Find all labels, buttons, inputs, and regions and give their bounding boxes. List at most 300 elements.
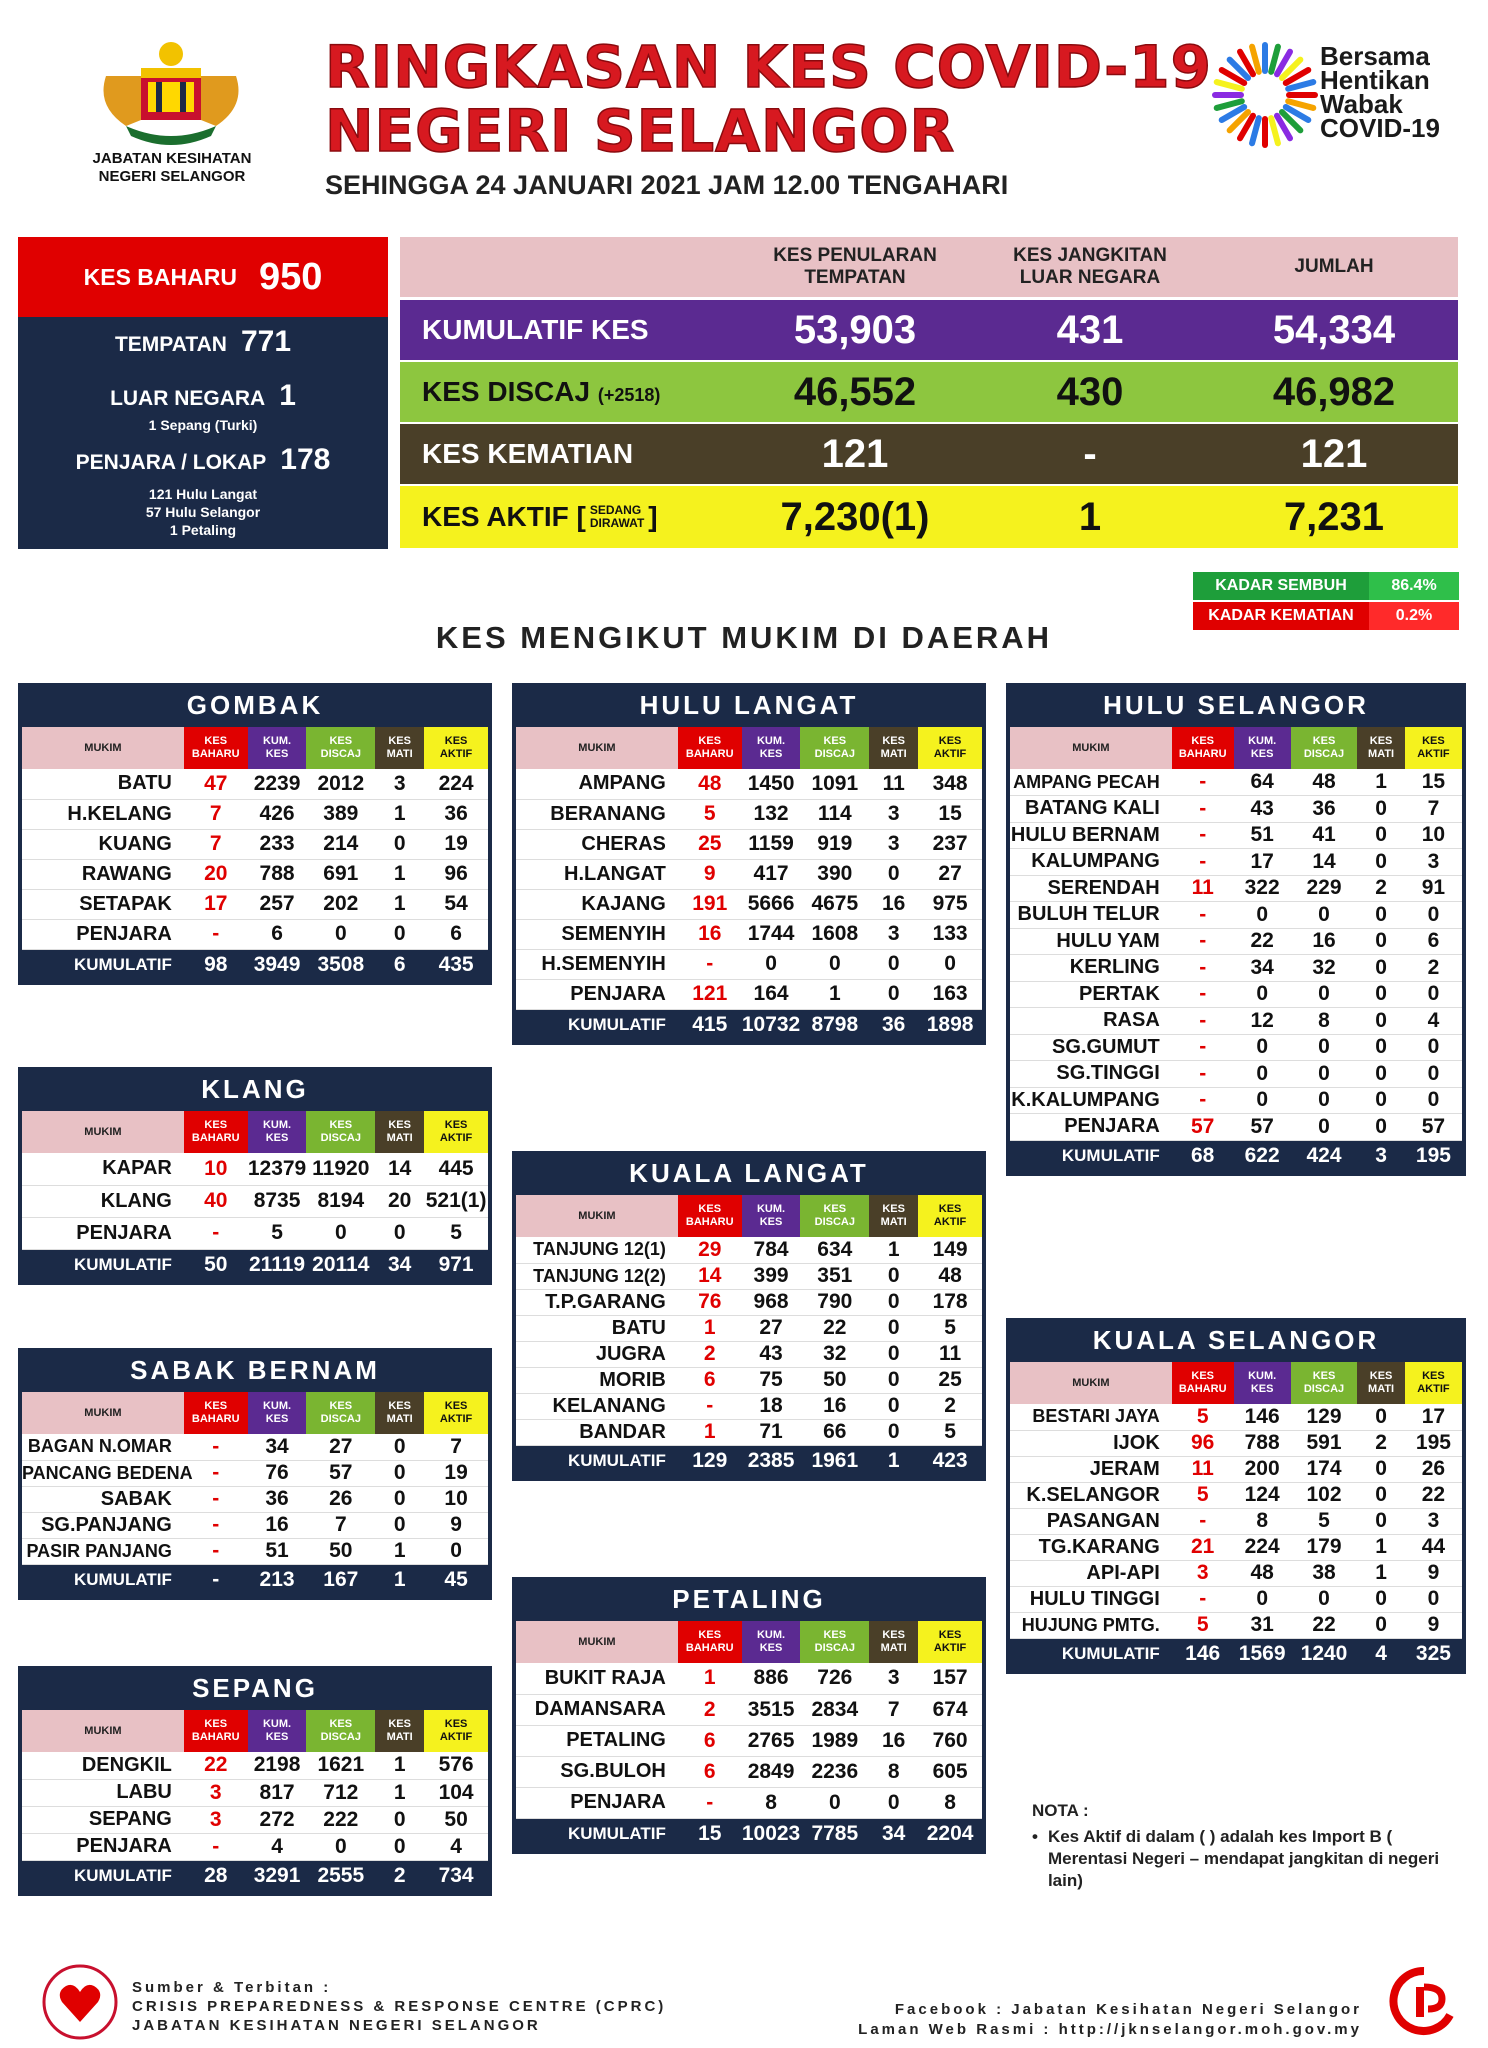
- new-cases-cell: -: [184, 1538, 248, 1564]
- discharged-cell: 1621: [306, 1752, 375, 1779]
- discharged-cell: 229: [1291, 875, 1358, 902]
- deaths-cell: 0: [1357, 902, 1405, 929]
- new-cases-cell: 29: [678, 1237, 742, 1263]
- cumulative-cell: 2849: [742, 1756, 801, 1787]
- mukim-cell: DAMANSARA: [516, 1694, 678, 1725]
- active-cell: 760: [918, 1725, 982, 1756]
- discharged-cell: 1091: [800, 769, 869, 799]
- cumulative-cell: 12379: [248, 1153, 307, 1185]
- new-cases-header: KES BAHARU: [678, 727, 742, 769]
- active-cell: 6: [1405, 928, 1462, 955]
- mukim-header: MUKIM: [516, 727, 678, 769]
- discharged-cell: 102: [1291, 1482, 1358, 1508]
- new-cases-cell: -: [184, 1512, 248, 1538]
- new-cases-cell: 20: [184, 859, 248, 889]
- sunburst-icon: [1210, 40, 1320, 150]
- mukim-cell: PENJARA: [22, 919, 184, 949]
- table-row: [1010, 1508, 1462, 1534]
- discharged-cell: 0: [1291, 1087, 1358, 1114]
- active-header: KES AKTIF: [424, 1392, 488, 1434]
- mukim-cell: IJOK: [1010, 1430, 1172, 1456]
- table-row: [1010, 981, 1462, 1008]
- deaths-cell: 0: [869, 979, 918, 1009]
- discharged-total: 46,982: [1272, 369, 1396, 414]
- table-row: [516, 1367, 982, 1393]
- deaths-cell: 1: [1357, 1534, 1405, 1560]
- new-cases-cell: 5: [1172, 1612, 1234, 1638]
- table-row: [1010, 1430, 1462, 1456]
- deaths-total: 1: [375, 1564, 424, 1596]
- deaths-cell: 0: [869, 859, 918, 889]
- deaths-total: 4: [1357, 1638, 1405, 1670]
- table-row: [516, 889, 982, 919]
- discharged-cell: 57: [306, 1460, 375, 1486]
- discharged-header: KES DISCAJ: [306, 1111, 375, 1153]
- cumulative-cell: 2765: [742, 1725, 801, 1756]
- cumulative-label: KUMULATIF: [1010, 1140, 1172, 1172]
- deaths-cell: 0: [375, 919, 424, 949]
- deaths-cell: 7: [869, 1694, 918, 1725]
- discharged-cell: 48: [1291, 769, 1358, 796]
- mukim-header: MUKIM: [516, 1621, 678, 1663]
- active-total: 423: [918, 1445, 982, 1477]
- discharged-cell: 351: [800, 1263, 869, 1289]
- mukim-cell: BESTARI JAYA: [1010, 1404, 1172, 1430]
- new-cases-cell: -: [184, 1486, 248, 1512]
- deaths-cell: 0: [1357, 928, 1405, 955]
- source-cprc: CRISIS PREPAREDNESS & RESPONSE CENTRE (CPRC): [132, 1998, 667, 2015]
- discharged-cell: 0: [1291, 1061, 1358, 1088]
- table-row: [516, 1263, 982, 1289]
- mukim-cell: PENJARA: [1010, 1114, 1172, 1141]
- prison-note-3: 1 Petaling: [169, 522, 237, 538]
- district-table-sabak-bernam: [18, 1348, 492, 1600]
- cumulative-cell: 57: [1234, 1114, 1291, 1141]
- district-name: KUALA LANGAT: [629, 1157, 869, 1188]
- table-row: [22, 1434, 488, 1460]
- mukim-cell: KAPAR: [22, 1153, 184, 1185]
- active-cell: 0: [918, 949, 982, 979]
- new-cases-cell: 11: [1172, 1456, 1234, 1482]
- cumulative-cell: 417: [742, 859, 801, 889]
- active-cell: 975: [918, 889, 982, 919]
- table-row: [1010, 928, 1462, 955]
- new-cases-cell: 47: [184, 769, 248, 799]
- table-row: [22, 1486, 488, 1512]
- cumulative-total-row: [1010, 1638, 1462, 1670]
- facebook-link[interactable]: Facebook : Jabatan Kesihatan Negeri Selangor: [894, 2001, 1362, 2018]
- mukim-cell: KELANANG: [516, 1393, 678, 1419]
- mukim-cell: SG.BULOH: [516, 1756, 678, 1787]
- table-row: [516, 1694, 982, 1725]
- deaths-total: 34: [375, 1249, 424, 1281]
- active-row: [400, 486, 1458, 548]
- discharged-label: KES DISCAJ: [422, 376, 591, 407]
- mukim-cell: SERENDAH: [1010, 875, 1172, 902]
- deaths-cell: 0: [1357, 955, 1405, 982]
- deaths-cell: 0: [1357, 1087, 1405, 1114]
- discharged-cell: 0: [1291, 981, 1358, 1008]
- discharged-cell: 32: [800, 1341, 869, 1367]
- discharged-total: 167: [306, 1564, 375, 1596]
- mukim-cell: PETALING: [516, 1725, 678, 1756]
- active-total: 435: [424, 949, 488, 981]
- header-local: KES PENULARAN TEMPATAN: [773, 245, 937, 288]
- cumulative-cell: 12: [1234, 1008, 1291, 1035]
- header-total: JUMLAH: [1294, 256, 1374, 277]
- mukim-cell: TG.KARANG: [1010, 1534, 1172, 1560]
- deaths-header: KES MATI: [1357, 727, 1405, 769]
- cumulative-row: [400, 300, 1458, 360]
- import-note: 1 Sepang (Turki): [148, 417, 258, 433]
- active-cell: 2: [1405, 955, 1462, 982]
- mukim-cell: HUJUNG PMTG.: [1010, 1612, 1172, 1638]
- deaths-cell: 3: [869, 1663, 918, 1694]
- mukim-cell: SETAPAK: [22, 889, 184, 919]
- deaths-row: [400, 424, 1458, 484]
- new-cases-cell: -: [1172, 769, 1234, 796]
- cumulative-cell: 51: [248, 1538, 307, 1564]
- active-header: KES AKTIF: [424, 727, 488, 769]
- campaign-line-1: Bersama: [1320, 41, 1430, 71]
- active-total: 325: [1405, 1638, 1462, 1670]
- mukim-cell: HULU YAM: [1010, 928, 1172, 955]
- deaths-cell: 0: [1357, 796, 1405, 823]
- new-cases-cell: 14: [678, 1263, 742, 1289]
- new-cases-cell: -: [1172, 1087, 1234, 1114]
- discharged-header: KES DISCAJ: [800, 727, 869, 769]
- mukim-cell: KUANG: [22, 829, 184, 859]
- mukim-header: MUKIM: [22, 727, 184, 769]
- mukim-cell: BATU: [516, 1315, 678, 1341]
- cumulative-cell: 0: [1234, 981, 1291, 1008]
- deaths-header: KES MATI: [869, 1621, 918, 1663]
- discharged-cell: 1: [800, 979, 869, 1009]
- cumulative-cell: 788: [1234, 1430, 1291, 1456]
- new-cases-total: 129: [678, 1445, 742, 1477]
- cumulative-cell: 272: [248, 1806, 307, 1833]
- prison-row: [18, 443, 388, 477]
- discharged-cell: 38: [1291, 1560, 1358, 1586]
- active-cell: 22: [1405, 1482, 1462, 1508]
- active-cell: 44: [1405, 1534, 1462, 1560]
- table-row: [1010, 1114, 1462, 1141]
- import-value: 1: [279, 379, 296, 412]
- discharged-cell: 129: [1291, 1404, 1358, 1430]
- table-row: [516, 1725, 982, 1756]
- deaths-cell: 1: [375, 1779, 424, 1806]
- mukim-cell: SG.PANJANG: [22, 1512, 184, 1538]
- discharged-cell: 0: [1291, 1586, 1358, 1612]
- deaths-cell: 0: [869, 1263, 918, 1289]
- cumulative-total: 21119: [248, 1249, 307, 1281]
- new-cases-cell: 17: [184, 889, 248, 919]
- discharged-cell: 114: [800, 799, 869, 829]
- table-row: [1010, 1008, 1462, 1035]
- cumulative-total-row: [22, 1860, 488, 1892]
- district-data-table: [1010, 727, 1462, 1172]
- new-cases-cell: -: [1172, 1508, 1234, 1534]
- district-name: HULU LANGAT: [639, 689, 859, 720]
- table-row: [22, 1512, 488, 1538]
- active-total: 45: [424, 1564, 488, 1596]
- cumulative-cell: 17: [1234, 849, 1291, 876]
- discharged-cell: 2236: [800, 1756, 869, 1787]
- active-header: KES AKTIF: [424, 1111, 488, 1153]
- discharged-cell: 2012: [306, 769, 375, 799]
- deaths-cell: 0: [869, 1367, 918, 1393]
- cumulative-cell: 426: [248, 799, 307, 829]
- district-table-kuala-langat: [512, 1151, 986, 1481]
- active-cell: 3: [1405, 849, 1462, 876]
- active-cell: 4: [424, 1833, 488, 1860]
- discharged-cell: 691: [306, 859, 375, 889]
- mukim-cell: K.SELANGOR: [1010, 1482, 1172, 1508]
- active-cell: 2: [918, 1393, 982, 1419]
- new-cases-cell: -: [1172, 1034, 1234, 1061]
- prison-label: PENJARA / LOKAP: [75, 451, 267, 474]
- prison-note-2: 57 Hulu Selangor: [145, 504, 261, 520]
- mukim-cell: SG.TINGGI: [1010, 1061, 1172, 1088]
- cumulative-cell: 886: [742, 1663, 801, 1694]
- discharged-cell: 16: [800, 1393, 869, 1419]
- discharged-cell: 36: [1291, 796, 1358, 823]
- cumulative-total: 213: [248, 1564, 307, 1596]
- table-row: [516, 949, 982, 979]
- cumulative-cell: 8: [1234, 1508, 1291, 1534]
- cumulative-cell: 34: [1234, 955, 1291, 982]
- active-cell: 104: [424, 1779, 488, 1806]
- new-cases-cell: 96: [1172, 1430, 1234, 1456]
- discharged-total: 1240: [1291, 1638, 1358, 1670]
- table-row: [516, 1341, 982, 1367]
- table-row: [1010, 1612, 1462, 1638]
- discharged-cell: 174: [1291, 1456, 1358, 1482]
- cumulative-header: KUM. KES: [742, 727, 801, 769]
- deaths-cell: 0: [1357, 1034, 1405, 1061]
- table-row: [1010, 1586, 1462, 1612]
- discharged-cell: 5: [1291, 1508, 1358, 1534]
- active-cell: 9: [1405, 1612, 1462, 1638]
- active-cell: 15: [1405, 769, 1462, 796]
- discharged-cell: 4675: [800, 889, 869, 919]
- discharged-total: 424: [1291, 1140, 1358, 1172]
- deaths-cell: 0: [1357, 1482, 1405, 1508]
- discharged-total: 3508: [306, 949, 375, 981]
- discharged-header: KES DISCAJ: [306, 727, 375, 769]
- table-row: [516, 1787, 982, 1818]
- cumulative-total: 622: [1234, 1140, 1291, 1172]
- active-header: KES AKTIF: [424, 1710, 488, 1752]
- deaths-import: -: [1083, 431, 1097, 476]
- new-cases-cell: 5: [678, 799, 742, 829]
- discharged-cell: 11920: [306, 1153, 375, 1185]
- active-local: 7,230(1): [780, 494, 930, 539]
- table-row: [1010, 1404, 1462, 1430]
- new-cases-cell: 9: [678, 859, 742, 889]
- table-row: [22, 829, 488, 859]
- table-row: [516, 919, 982, 949]
- cumulative-header: KUM. KES: [248, 1392, 307, 1434]
- discharged-cell: 0: [1291, 1114, 1358, 1141]
- deaths-cell: 0: [869, 949, 918, 979]
- active-cell: 178: [918, 1289, 982, 1315]
- new-cases-cell: 2: [678, 1341, 742, 1367]
- discharged-cell: 26: [306, 1486, 375, 1512]
- cumulative-import: 431: [1056, 307, 1124, 352]
- cumulative-label: KUMULATIF KES: [422, 314, 649, 345]
- deaths-cell: 0: [375, 1460, 424, 1486]
- table-header-row: [1010, 727, 1462, 769]
- active-import: 1: [1078, 494, 1102, 539]
- report-date: SEHINGGA 24 JANUARI 2021 JAM 12.00 TENGAHARI: [325, 170, 1009, 200]
- discharged-cell: 0: [800, 949, 869, 979]
- cumulative-cell: 224: [1234, 1534, 1291, 1560]
- deaths-cell: 3: [869, 919, 918, 949]
- new-cases-breakdown: [18, 317, 388, 549]
- new-cases-cell: -: [1172, 849, 1234, 876]
- new-cases-total: 50: [184, 1249, 248, 1281]
- page-title: RINGKASAN KES COVID-19: [325, 33, 1212, 101]
- discharged-cell: 634: [800, 1237, 869, 1263]
- deaths-cell: 0: [1357, 822, 1405, 849]
- cumulative-cell: 0: [1234, 902, 1291, 929]
- cumulative-cell: 75: [742, 1367, 801, 1393]
- deaths-cell: 0: [375, 1806, 424, 1833]
- cumulative-cell: 64: [1234, 769, 1291, 796]
- mukim-cell: PENJARA: [516, 1787, 678, 1818]
- active-cell: 674: [918, 1694, 982, 1725]
- import-label: LUAR NEGARA: [110, 387, 266, 410]
- table-row: [516, 859, 982, 889]
- mukim-cell: BANDAR: [516, 1419, 678, 1445]
- deaths-cell: 0: [1357, 981, 1405, 1008]
- discharged-cell: 7: [306, 1512, 375, 1538]
- cumulative-total: 3291: [248, 1860, 307, 1892]
- active-cell: 0: [1405, 902, 1462, 929]
- cprc-logo: [1388, 1965, 1460, 2037]
- district-name: HULU SELANGOR: [1103, 689, 1369, 720]
- new-cases-cell: 16: [678, 919, 742, 949]
- cumulative-cell: 784: [742, 1237, 801, 1263]
- active-cell: 54: [424, 889, 488, 919]
- district-name: PETALING: [672, 1583, 826, 1614]
- table-row: [1010, 1456, 1462, 1482]
- table-header-row: [22, 1710, 488, 1752]
- deaths-cell: 0: [1357, 1404, 1405, 1430]
- cumulative-total-row: [516, 1818, 982, 1850]
- mukim-cell: KAJANG: [516, 889, 678, 919]
- new-cases-total: -: [184, 1564, 248, 1596]
- active-cell: 445: [424, 1153, 488, 1185]
- deaths-cell: 1: [1357, 769, 1405, 796]
- deaths-cell: 0: [1357, 1061, 1405, 1088]
- deaths-cell: 11: [869, 769, 918, 799]
- deaths-cell: 0: [869, 1315, 918, 1341]
- mukim-header: MUKIM: [1010, 1362, 1172, 1404]
- new-cases-cell: -: [184, 919, 248, 949]
- local-value: 771: [240, 325, 292, 358]
- district-data-table: [516, 1195, 982, 1477]
- deaths-cell: 3: [375, 769, 424, 799]
- discharged-cell: 41: [1291, 822, 1358, 849]
- active-cell: 5: [424, 1217, 488, 1249]
- table-row: [22, 1153, 488, 1185]
- mukim-cell: LABU: [22, 1779, 184, 1806]
- deaths-header: KES MATI: [375, 1111, 424, 1153]
- cumulative-cell: 22: [1234, 928, 1291, 955]
- deaths-cell: 0: [1357, 1456, 1405, 1482]
- active-total: 7,231: [1283, 494, 1385, 539]
- mukim-cell: BATU: [22, 769, 184, 799]
- discharged-cell: 390: [800, 859, 869, 889]
- cumulative-total-row: [516, 1445, 982, 1477]
- district-table-hulu-selangor: [1006, 683, 1466, 1176]
- mukim-cell: H.SEMENYIH: [516, 949, 678, 979]
- mukim-cell: JERAM: [1010, 1456, 1172, 1482]
- discharged-cell: 66: [800, 1419, 869, 1445]
- deaths-cell: 0: [1357, 1008, 1405, 1035]
- new-cases-cell: -: [1172, 955, 1234, 982]
- cumulative-cell: 3515: [742, 1694, 801, 1725]
- active-total: 2204: [918, 1818, 982, 1850]
- discharged-cell: 22: [1291, 1612, 1358, 1638]
- new-cases-cell: 11: [1172, 875, 1234, 902]
- mukim-cell: BUKIT RAJA: [516, 1663, 678, 1694]
- new-cases-cell: 10: [184, 1153, 248, 1185]
- deaths-cell: 2: [1357, 875, 1405, 902]
- website-link[interactable]: Laman Web Rasmi : http://jknselangor.moh.gov.my: [858, 2021, 1362, 2038]
- discharged-cell: 0: [1291, 1034, 1358, 1061]
- deaths-cell: 0: [1357, 1508, 1405, 1534]
- table-header-row: [516, 1195, 982, 1237]
- discharged-cell: 14: [1291, 849, 1358, 876]
- death-rate-value: 0.2%: [1369, 602, 1459, 630]
- discharged-header: KES DISCAJ: [1291, 727, 1358, 769]
- deaths-header: KES MATI: [869, 727, 918, 769]
- cumulative-cell: 0: [1234, 1061, 1291, 1088]
- mukim-cell: PERTAK: [1010, 981, 1172, 1008]
- deaths-cell: 16: [869, 889, 918, 919]
- cumulative-cell: 200: [1234, 1456, 1291, 1482]
- new-cases-total: 415: [678, 1009, 742, 1041]
- mukim-cell: RAWANG: [22, 859, 184, 889]
- active-total: 971: [424, 1249, 488, 1281]
- recovery-rate: [1193, 572, 1459, 600]
- active-label: KES AKTIF [: [422, 501, 586, 532]
- discharged-cell: 2834: [800, 1694, 869, 1725]
- active-cell: 0: [1405, 981, 1462, 1008]
- cumulative-total-row: [516, 1009, 982, 1041]
- cumulative-cell: 2198: [248, 1752, 307, 1779]
- deaths-cell: 16: [869, 1725, 918, 1756]
- source-credit: [132, 1978, 666, 2035]
- prison-note-1: 121 Hulu Langat: [148, 486, 258, 502]
- campaign-logo: [1210, 38, 1470, 158]
- cumulative-cell: 5666: [742, 889, 801, 919]
- mukim-cell: BAGAN N.OMAR: [22, 1434, 184, 1460]
- active-header: KES AKTIF: [1405, 1362, 1462, 1404]
- recovery-rate-value: 86.4%: [1369, 572, 1459, 600]
- active-cell: 9: [1405, 1560, 1462, 1586]
- new-cases-cell: 1: [678, 1663, 742, 1694]
- deaths-cell: 1: [375, 1752, 424, 1779]
- cumulative-cell: 6: [248, 919, 307, 949]
- campaign-line-4: COVID-19: [1320, 113, 1440, 143]
- deaths-cell: 0: [869, 1419, 918, 1445]
- active-cell: 25: [918, 1367, 982, 1393]
- cumulative-cell: 132: [742, 799, 801, 829]
